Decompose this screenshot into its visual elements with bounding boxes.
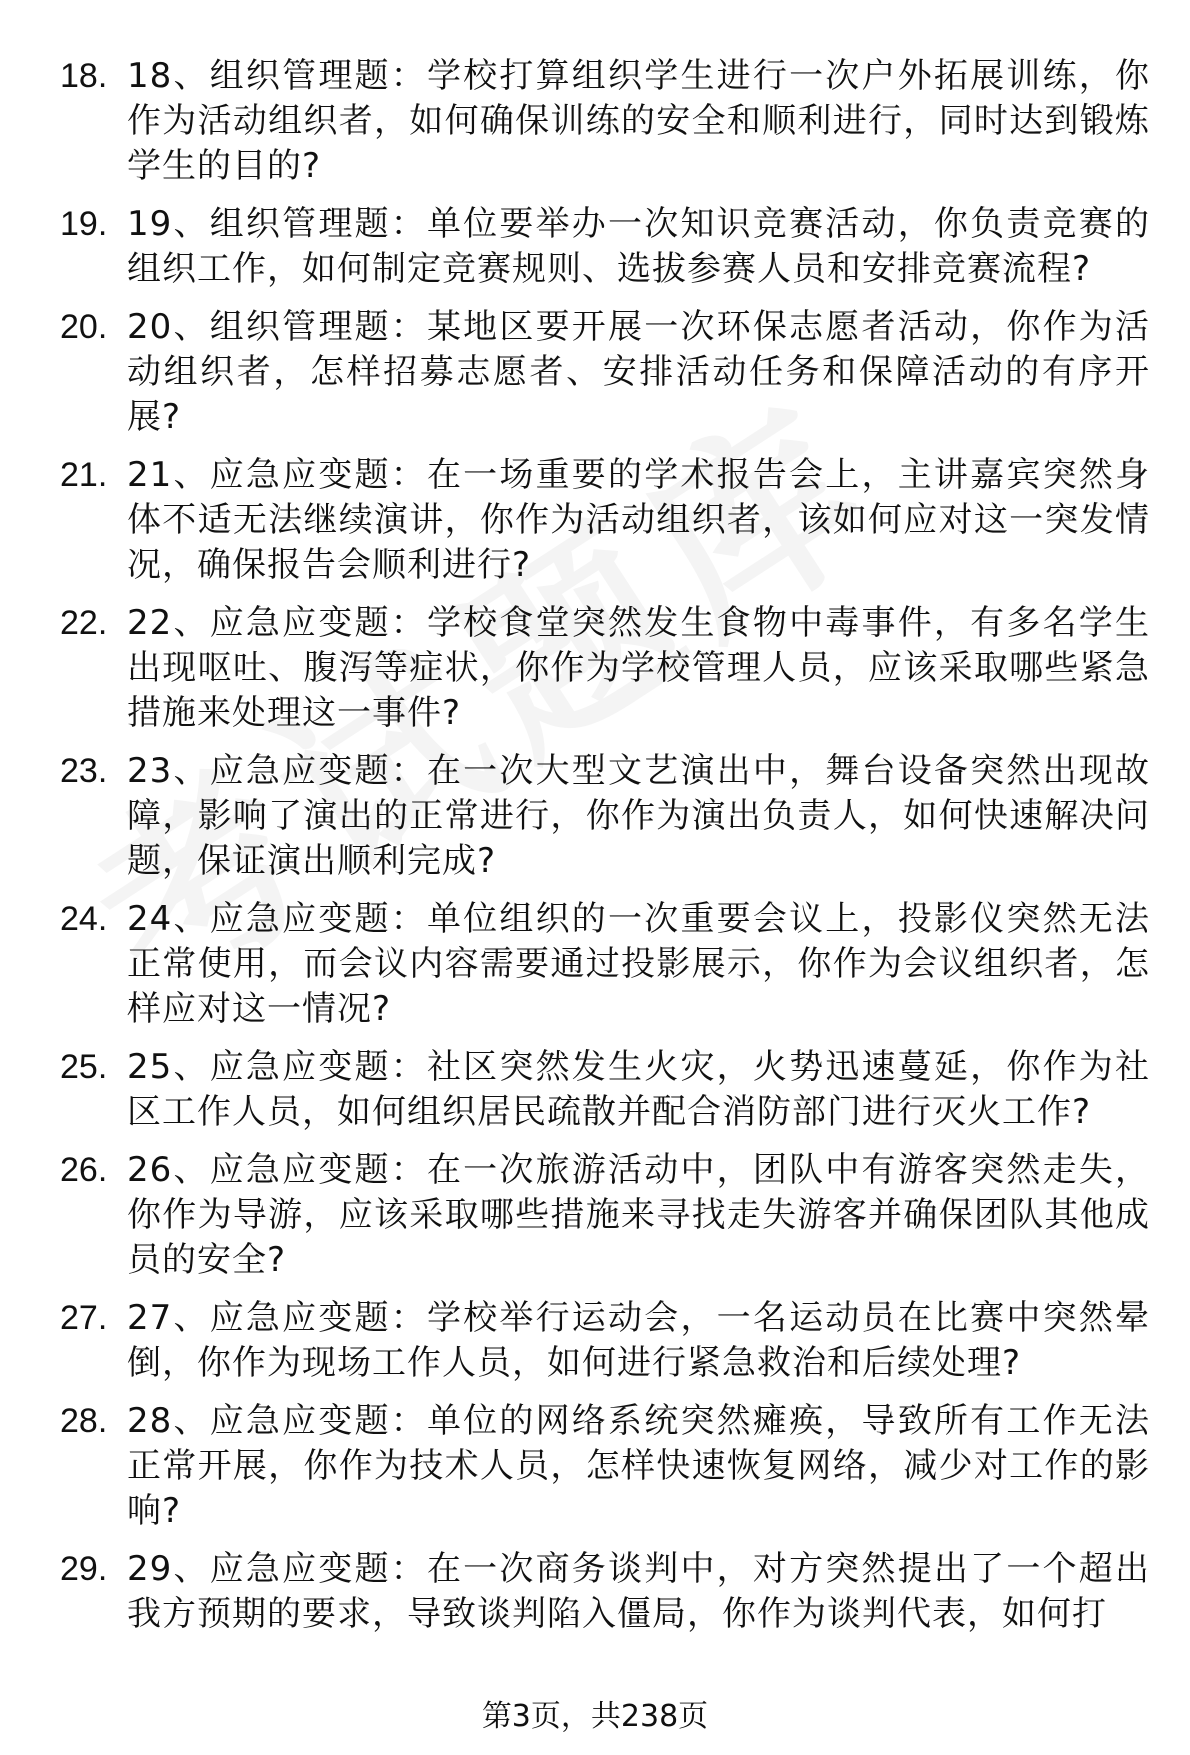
question-number: 21. [60, 456, 108, 494]
question-text: 28、应急应变题：单位的网络系统突然瘫痪，导致所有工作无法正常开展，你作为技术人员，怎样快速恢复网络，减少对工作的影响? [127, 1401, 1150, 1531]
question-list [60, 54, 1150, 1637]
question-number: 28. [60, 1402, 108, 1440]
list-item [60, 202, 1150, 292]
question-text: 25、应急应变题：社区突然发生火灾，火势迅速蔓延，你作为社区工作人员，如何组织居民疏散并配合消防部门进行灭火工作? [127, 1047, 1150, 1132]
question-number: 27. [60, 1299, 108, 1337]
question-text: 29、应急应变题：在一次商务谈判中，对方突然提出了一个超出我方预期的要求，导致谈判陷入僵局，你作为谈判代表，如何打 [127, 1549, 1150, 1634]
question-text: 19、组织管理题：单位要举办一次知识竞赛活动，你负责竞赛的组织工作，如何制定竞赛规则、选拔参赛人员和安排竞赛流程? [127, 204, 1150, 289]
question-number: 25. [60, 1048, 108, 1086]
question-number: 24. [60, 900, 108, 938]
list-item [60, 749, 1150, 884]
list-item [60, 305, 1150, 440]
question-text: 21、应急应变题：在一场重要的学术报告会上，主讲嘉宾突然身体不适无法继续演讲，你作为活动组织者，该如何应对这一突发情况，确保报告会顺利进行? [127, 455, 1150, 585]
question-number: 20. [60, 308, 108, 346]
list-item [60, 1148, 1150, 1283]
question-number: 26. [60, 1151, 108, 1189]
list-item [60, 897, 1150, 1032]
list-item [60, 1399, 1150, 1534]
question-number: 22. [60, 604, 108, 642]
page-number-footer: 第3页，共238页 [481, 1699, 709, 1734]
list-item [60, 1296, 1150, 1386]
question-number: 29. [60, 1550, 108, 1588]
question-text: 18、组织管理题：学校打算组织学生进行一次户外拓展训练，你作为活动组织者，如何确保训练的安全和顺利进行，同时达到锻炼学生的目的? [127, 56, 1150, 186]
list-item [60, 1045, 1150, 1135]
question-text: 23、应急应变题：在一次大型文艺演出中，舞台设备突然出现故障，影响了演出的正常进行，你作为演出负责人，如何快速解决问题，保证演出顺利完成? [127, 751, 1150, 881]
question-number: 18. [60, 57, 108, 95]
question-text: 27、应急应变题：学校举行运动会，一名运动员在比赛中突然晕倒，你作为现场工作人员，如何进行紧急救治和后续处理? [127, 1298, 1150, 1383]
list-item [60, 601, 1150, 736]
list-item [60, 54, 1150, 189]
question-text: 26、应急应变题：在一次旅游活动中，团队中有游客突然走失，你作为导游，应该采取哪些措施来寻找走失游客并确保团队其他成员的安全? [127, 1150, 1150, 1280]
question-number: 23. [60, 752, 108, 790]
question-text: 20、组织管理题：某地区要开展一次环保志愿者活动，你作为活动组织者，怎样招募志愿者、安排活动任务和保障活动的有序开展? [127, 307, 1150, 437]
list-item [60, 453, 1150, 588]
list-item [60, 1547, 1150, 1637]
question-text: 24、应急应变题：单位组织的一次重要会议上，投影仪突然无法正常使用，而会议内容需要通过投影展示，你作为会议组织者，怎样应对这一情况? [127, 899, 1150, 1029]
question-number: 19. [60, 205, 108, 243]
question-text: 22、应急应变题：学校食堂突然发生食物中毒事件，有多名学生出现呕吐、腹泻等症状，你作为学校管理人员，应该采取哪些紧急措施来处理这一事件? [127, 603, 1150, 733]
